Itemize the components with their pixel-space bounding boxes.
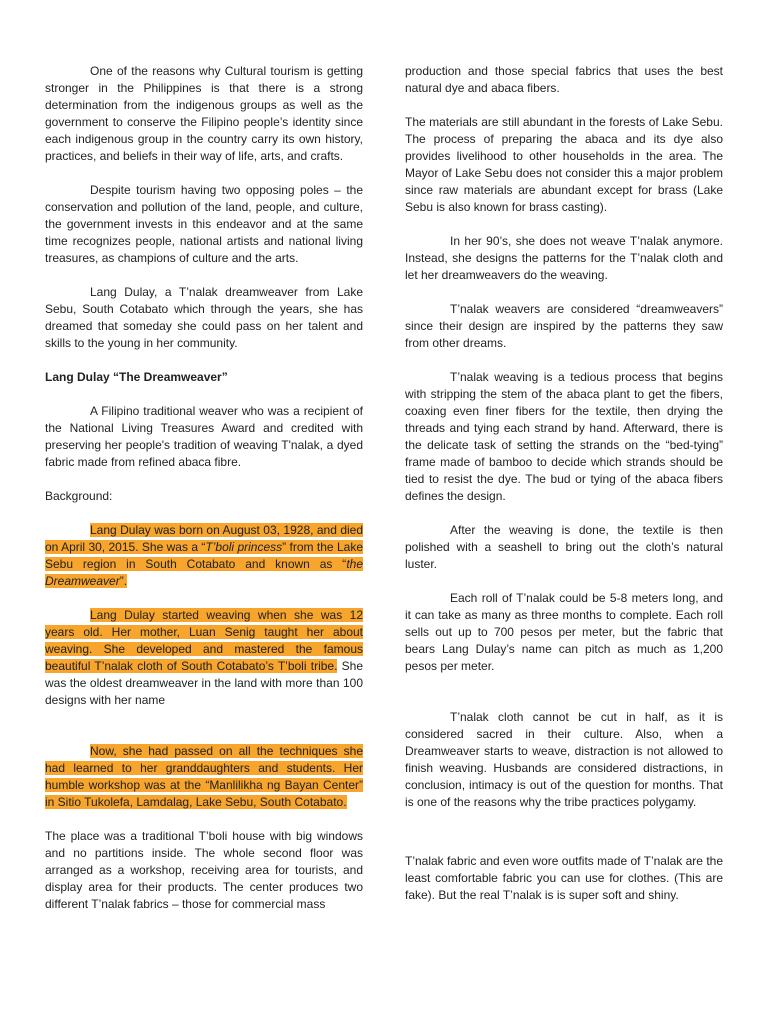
paragraph-sacred-cloth: T’nalak cloth cannot be cut in half, as it is considered sacred in their culture. Also, when a Dreamweaver starts to weave, distraction is not allowed to finish weaving. Husbands are considered distractions, in conclusion, intimacy is out of the question for months. That is one of the reasons why the tribe practices polygamy. — [405, 710, 723, 809]
highlight-text-italic: the Dreamweaver — [45, 557, 363, 588]
paragraph-cultural-tourism: One of the reasons why Cultural tourism is getting stronger in the Philippines is that there is a strong determination from the indigenous groups as well as the government to conserve the Filipino people’s identity since each indigenous group in the country carry its own history, practices, and beliefs in their way of life, arts, and crafts. — [45, 64, 363, 163]
paragraph-tboli-house: The place was a traditional T’boli house with big windows and no partitions inside. The whole second floor was arranged as a workshop, receiving area for tourists, and display area for their products. The center produces two different T’nalak fabrics – those for commercial mass — [45, 829, 363, 911]
paragraph-tourism-poles: Despite tourism having two opposing poles – the conservation and pollution of the land, people, and culture, the government invests in this endeavor and at the same time recognizes people, national artists and national living treasures, as champions of culture and the arts. — [45, 183, 363, 265]
background-label: Background: — [45, 489, 113, 503]
highlight-text: Lang Dulay was born on August 03, 1928, and died on April 30, 2015. She was a “ — [45, 523, 363, 554]
highlight-text: Now, she had passed on all the techniques she had learned to her granddaughters and students. Her humble workshop was at the “Manlilikha ng Bayan Center” in Sitio Tukolefa, Lamdalag, Lake Sebu, South Cotabato. — [45, 744, 363, 809]
paragraph-dreamweavers: T’nalak weavers are considered “dreamweavers” since their design are inspired by the patterns they saw from other dreams. — [405, 302, 723, 350]
paragraph-materials: The materials are still abundant in the forests of Lake Sebu. The process of preparing the abaca and its dye also provides livelihood to other households in the area. The Mayor of Lake Sebu does not consider this a major problem since raw materials are abundant except for brass (Lake Sebu is also known for brass casting). — [405, 115, 723, 214]
paragraph-polishing: After the weaving is done, the textile is then polished with a seashell to bring out the cloth’s natural luster. — [405, 523, 723, 571]
paragraph-lang-dulay-intro: Lang Dulay, a T’nalak dreamweaver from Lake Sebu, South Cotabato which through the years, she has dreamed that someday she could pass on her talent and skills to the young in her community. — [45, 285, 363, 350]
paragraph-roll-price: Each roll of T’nalak could be 5-8 meters long, and it can take as many as three months to complete. Each roll sells out up to 700 pesos per meter, but the fabric that bears Lang Dulay’s name can pitch as much as 1,200 pesos per meter. — [405, 591, 723, 673]
left-column — [45, 63, 363, 913]
paragraph-started-weaving — [45, 607, 363, 709]
highlight-text: ” from the Lake Sebu region in South Cotabato and known as “ — [45, 540, 364, 571]
highlight-text: Lang Dulay started weaving when she was 12 years old. Her mother, Luan Senig taught her about weaving. She developed and mastered the famous beautiful T’nalak cloth of South Cotabato’s T’boli tribe. — [45, 608, 363, 673]
section-heading: Lang Dulay “The Dreamweaver” — [45, 370, 228, 384]
highlight-text-italic: T’boli princess — [205, 540, 283, 554]
paragraph-production-continued: production and those special fabrics that uses the best natural dye and abaca fibers. — [405, 64, 723, 95]
paragraph-her-90s: In her 90’s, she does not weave T’nalak anymore. Instead, she designs the patterns for the T’nalak cloth and let her dreamweavers do the weaving. — [405, 234, 723, 282]
paragraph-workshop — [45, 743, 363, 811]
paragraph-weaving-process: T’nalak weaving is a tedious process that begins with stripping the stem of the abaca plant to get the fibers, coaxing even finer fibers for the textile, then drying the threads and tying each strand by hand. Afterward, there is the delicate task of setting the strands on the “bed-tying” frame made of bamboo to decide which strands should be tied to resist the dye. The bud or tying of the abaca fibers defines the design. — [405, 370, 723, 503]
plain-text: She was the oldest dreamweaver in the land with more than 100 designs with her name — [45, 659, 363, 707]
right-column — [405, 63, 723, 904]
highlight-text: ”. — [119, 574, 128, 588]
paragraph-birth-death — [45, 522, 363, 590]
paragraph-fabric-comfort: T’nalak fabric and even wore outfits made of T’nalak are the least comfortable fabric you can use for clothes. (This are fake). But the real T’nalak is is super soft and shiny. — [405, 854, 723, 902]
paragraph-traditional-weaver: A Filipino traditional weaver who was a recipient of the National Living Treasures Award and credited with preserving her people's tradition of weaving T'nalak, a dyed fabric made from refined abaca fibre. — [45, 404, 363, 469]
